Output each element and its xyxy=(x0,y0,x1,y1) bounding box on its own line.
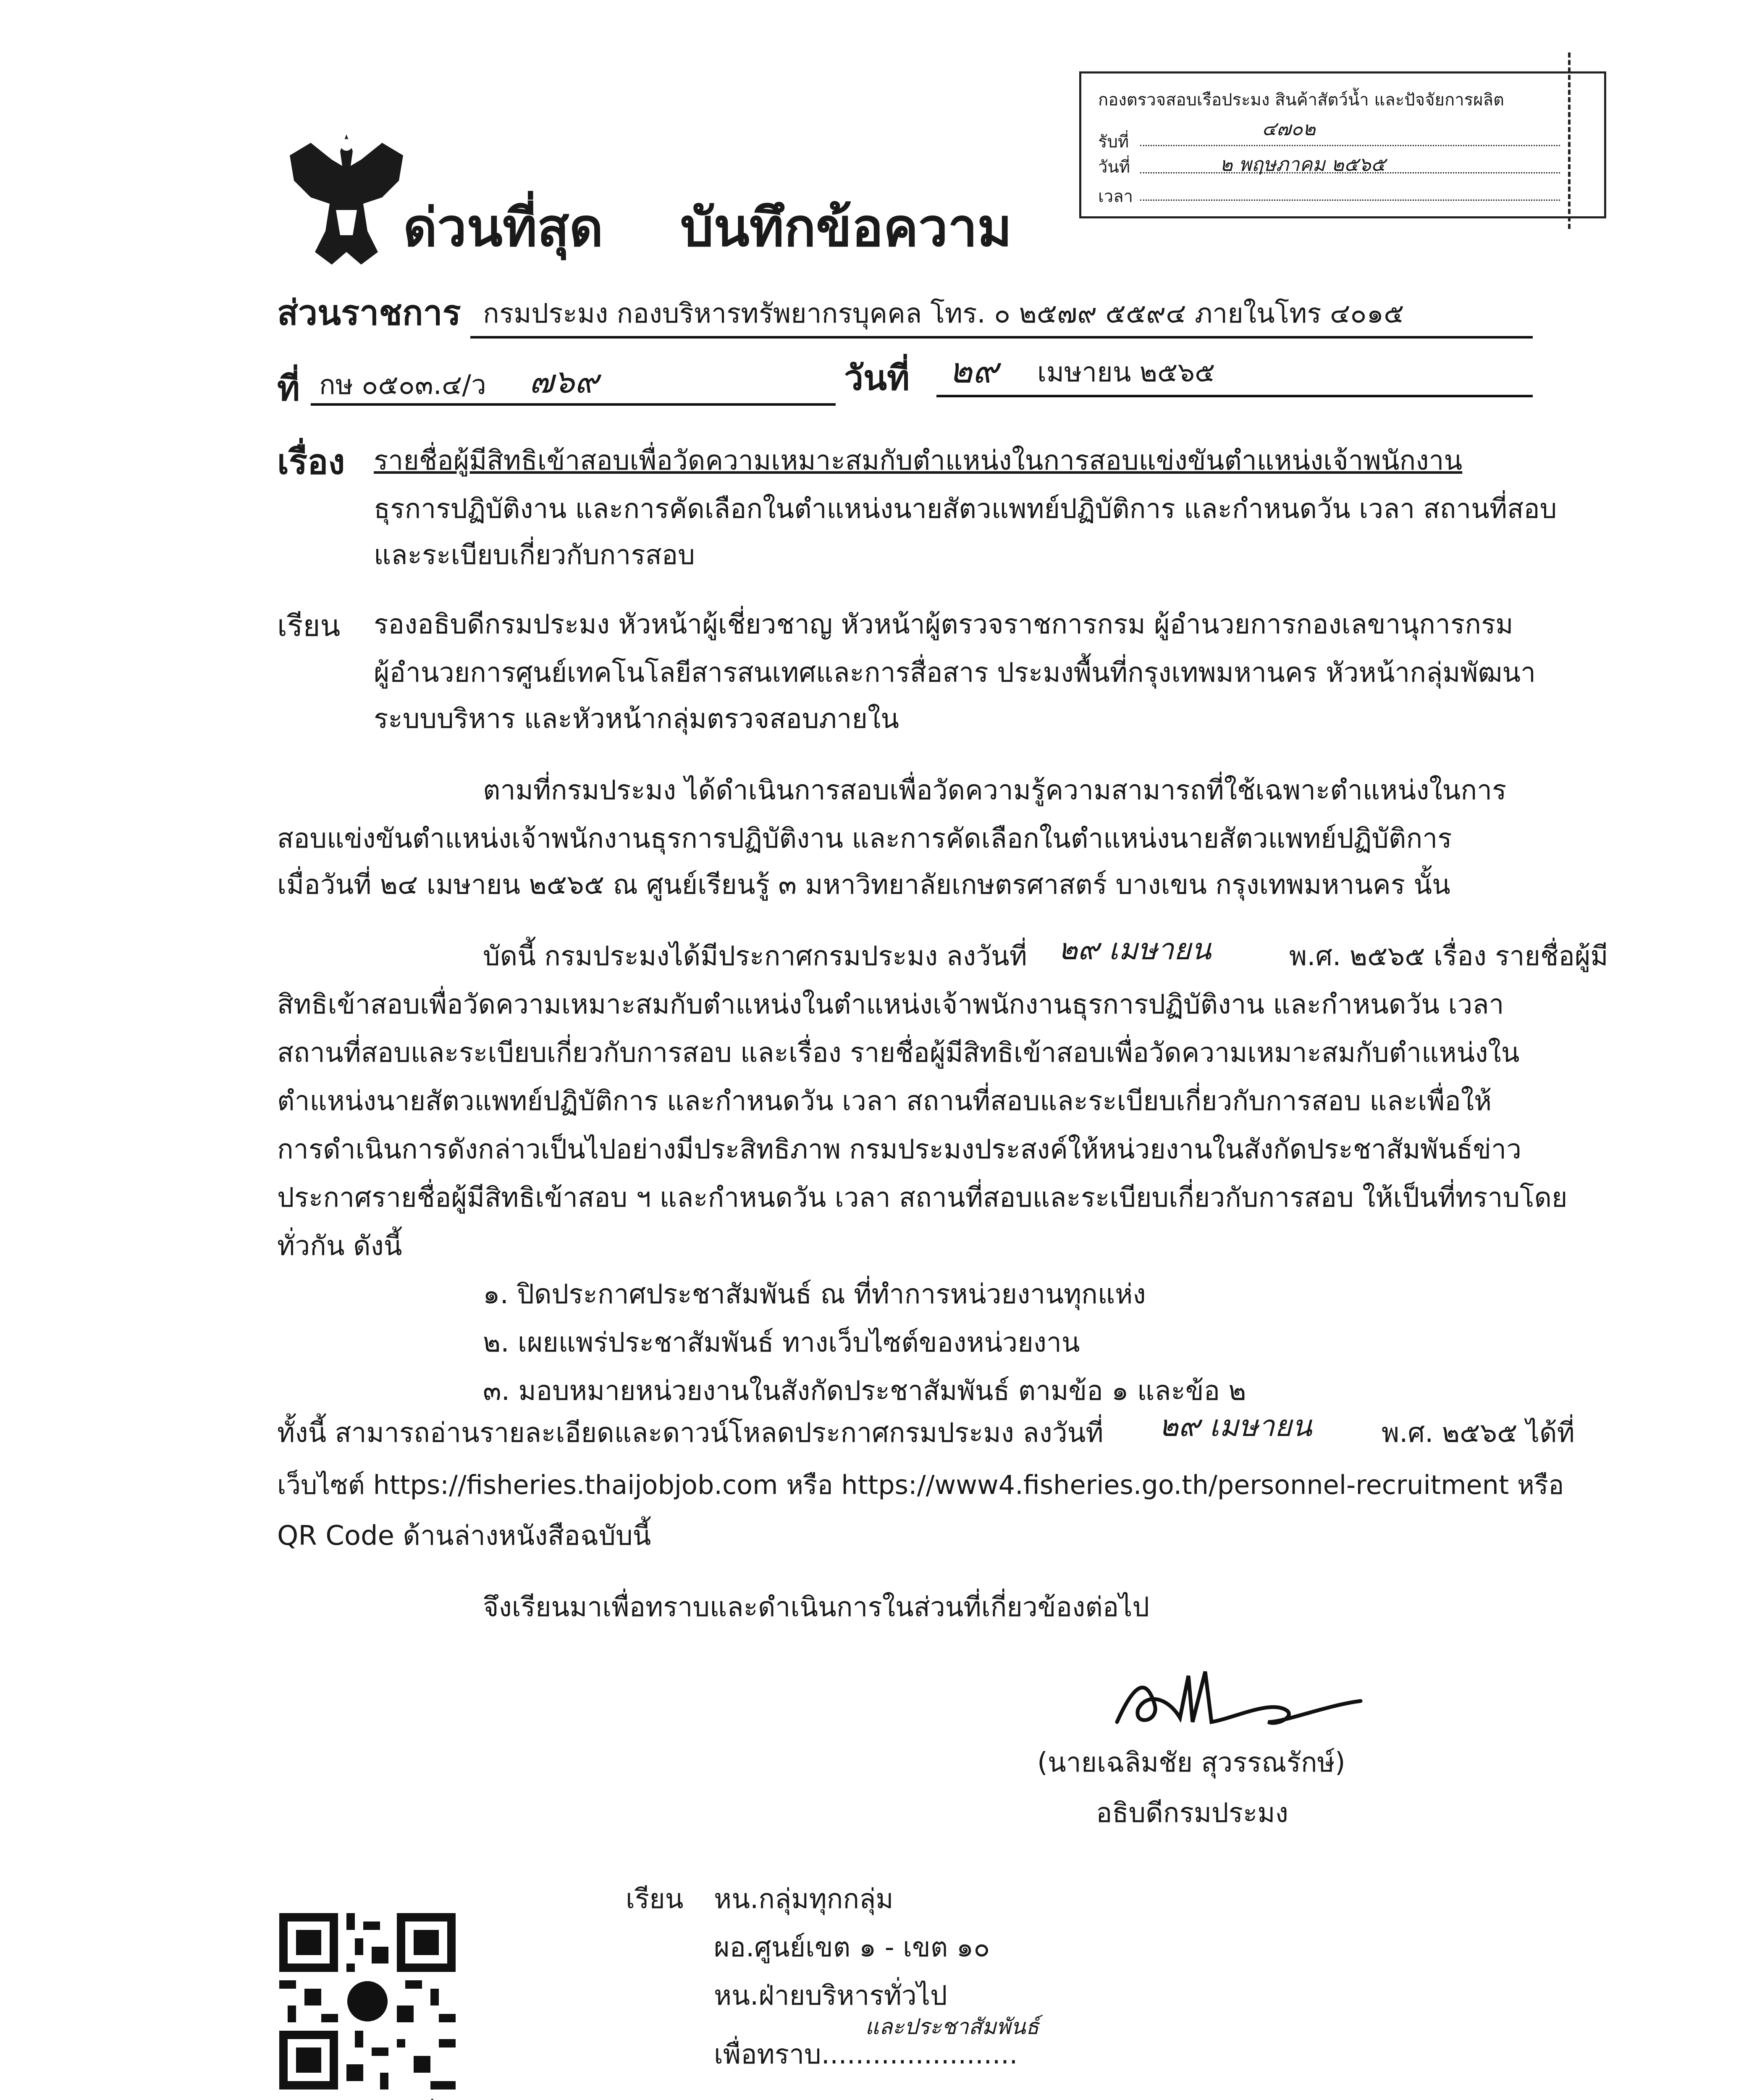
director-general-signature xyxy=(1109,1659,1369,1739)
ref-label: ที่ xyxy=(277,369,300,409)
garuda-emblem-icon xyxy=(277,126,416,269)
para3-intro: ทั้งนี้ สามารถอ่านรายละเอียดและดาวน์โหลดประกาศกรมประมง ลงวันที่ xyxy=(277,1418,1104,1449)
distribution-line: ผอ.ศูนย์เขต ๑ - เขต ๑๐ xyxy=(714,1932,990,1963)
para3-intro-end: พ.ศ. ๒๕๖๕ ได้ที่ xyxy=(1382,1418,1575,1449)
para3-line: เว็บไซต์ https://fisheries.thaijobjob.com หรือ https://www4.fisheries.go.th/personnel-recruitment หรือ xyxy=(277,1470,1564,1500)
stamp-time-label: เวลา xyxy=(1098,187,1133,206)
agency-label: ส่วนราชการ xyxy=(277,293,461,333)
para2-intro: บัดนี้ กรมประมงได้มีประกาศกรมประมง ลงวันที่ xyxy=(483,941,1027,972)
stamp-rule xyxy=(1140,145,1560,146)
distribution-line: หน.ฝ่ายบริหารทั่วไป xyxy=(714,1980,947,2011)
para3-handwritten-date: ๒๙ เมษายน xyxy=(1159,1409,1312,1443)
para1-line: เมื่อวันที่ ๒๔ เมษายน ๒๕๖๕ ณ ศูนย์เรียนรู้ ๓ มหาวิทยาลัยเกษตรศาสตร์ บางเขน กรุงเทพมหานคร นั้น xyxy=(277,869,1450,900)
to-line-2: ผู้อำนวยการศูนย์เทคโนโลยีสารสนเทศและการสื่อสาร ประมงพื้นที่กรุงเทพมหานคร หัวหน้ากลุ่มพัฒนา xyxy=(374,657,1536,688)
para1-line: ตามที่กรมประมง ได้ดำเนินการสอบเพื่อวัดความรู้ความสามารถที่ใช้เฉพาะตำแหน่งในการ xyxy=(483,775,1507,806)
closing-line: จึงเรียนมาเพื่อทราบและดำเนินการในส่วนที่เกี่ยวข้องต่อไป xyxy=(483,1592,1150,1623)
list-item: ๓. มอบหมายหน่วยงานในสังกัดประชาสัมพันธ์ ตามข้อ ๑ และข้อ ๒ xyxy=(483,1376,1246,1407)
stamp-date-label: วันที่ xyxy=(1098,158,1130,177)
subject-line-3: และระเบียบเกี่ยวกับการสอบ xyxy=(374,540,695,571)
stamp-department: กองตรวจสอบเรือประมง สินค้าสัตว์น้ำ และปัจจัยการผลิต xyxy=(1098,90,1505,110)
para2-line: สถานที่สอบและระเบียบเกี่ยวกับการสอบ และเรื่อง รายชื่อผู้มีสิทธิเข้าสอบเพื่อวัดความเหมาะสมกับตำแหน่งใน xyxy=(277,1037,1520,1068)
list-item: ๑. ปิดประกาศประชาสัมพันธ์ ณ ที่ทำการหน่วยงานทุกแห่ง xyxy=(483,1279,1146,1310)
agency-value: กรมประมง กองบริหารทรัพยากรบุคคล โทร. ๐ ๒๕๗๙ ๕๕๙๔ ภายในโทร ๔๐๑๕ xyxy=(483,298,1404,329)
para2-line: ประกาศรายชื่อผู้มีสิทธิเข้าสอบ ฯ และกำหนดวัน เวลา สถานที่สอบและระเบียบเกี่ยวกับการสอบ ให้เป็นที่ทราบโดย xyxy=(277,1182,1568,1213)
para2-line: ทั่วกัน ดังนี้ xyxy=(277,1231,402,1262)
to-line-3: ระบบบริหาร และหัวหน้ากลุ่มตรวจสอบภายใน xyxy=(374,704,899,735)
subject-line-2: ธุรการปฏิบัติงาน และการคัดเลือกในตำแหน่งนายสัตวแพทย์ปฏิบัติการ และกำหนดวัน เวลา สถานที่สอบ xyxy=(374,494,1557,525)
agency-underline xyxy=(470,336,1533,339)
subject-line-1: รายชื่อผู้มีสิทธิเข้าสอบเพื่อวัดความเหมาะสมกับตำแหน่งในการสอบแข่งขันตำแหน่งเจ้าพนักงาน xyxy=(374,445,1463,476)
para3-line: QR Code ด้านล่างหนังสือฉบับนี้ xyxy=(277,1520,651,1551)
list-item: ๒. เผยแพร่ประชาสัมพันธ์ ทางเว็บไซต์ของหน่วยงาน xyxy=(483,1327,1080,1358)
receiving-stamp xyxy=(1079,71,1606,218)
qr-code[interactable] xyxy=(279,1913,456,2090)
date-handwritten-day: ๒๙ xyxy=(949,350,998,391)
stamp-rule xyxy=(1140,172,1560,173)
distribution-purpose: เพื่อทราบ....................... xyxy=(714,2039,1018,2070)
date-label: วันที่ xyxy=(844,358,910,398)
date-value: เมษายน ๒๕๖๕ xyxy=(1037,357,1215,388)
para2-line: ตำแหน่งนายสัตวแพทย์ปฏิบัติการ และกำหนดวัน เวลา สถานที่สอบและระเบียบเกี่ยวกับการสอบ และเพื่อให้ xyxy=(277,1086,1492,1117)
date-underline xyxy=(936,395,1533,397)
signer1-name: (นายเฉลิมชัย สุวรรณรักษ์) xyxy=(1037,1747,1345,1778)
para2-intro-end: พ.ศ. ๒๕๖๕ เรื่อง รายชื่อผู้มี xyxy=(1289,941,1608,972)
to-line-1: รองอธิบดีกรมประมง หัวหน้าผู้เชี่ยวชาญ หัวหน้าผู้ตรวจราชการกรม ผู้อำนวยการกองเลขานุการกรม xyxy=(374,609,1513,640)
ref-value: กษ ๐๕๐๓.๔/ว xyxy=(319,370,486,401)
stamp-rule xyxy=(1140,200,1560,201)
signer1-title: อธิบดีกรมประมง xyxy=(1096,1798,1288,1829)
stamp-dashed-edge xyxy=(1568,52,1629,229)
para1-line: สอบแข่งขันตำแหน่งเจ้าพนักงานธุรการปฏิบัติงาน และการคัดเลือกในตำแหน่งนายสัตวแพทย์ปฏิบัติการ xyxy=(277,823,1452,854)
distribution-line: หน.กลุ่มทุกกลุ่ม xyxy=(714,1884,894,1915)
para2-line: การดำเนินการดังกล่าวเป็นไปอย่างมีประสิทธิภาพ กรมประมงประสงค์ให้หน่วยงานในสังกัดประชาสัมพันธ์ข่าว xyxy=(277,1134,1521,1165)
stamp-number: ๔๗๐๒ xyxy=(1262,117,1316,140)
memo-title: บันทึกข้อความ xyxy=(680,197,1012,258)
to-label: เรียน xyxy=(277,609,341,643)
para2-line: สิทธิเข้าสอบเพื่อวัดความเหมาะสมกับตำแหน่งในตำแหน่งเจ้าพนักงานธุรการปฏิบัติงาน และกำหนดวัน เวลา xyxy=(277,989,1504,1020)
para2-handwritten-date: ๒๙ เมษายน xyxy=(1058,932,1211,966)
urgency-label: ด่วนที่สุด xyxy=(403,197,603,258)
stamp-received-label: รับที่ xyxy=(1098,132,1129,152)
distribution-label: เรียน xyxy=(626,1884,684,1915)
distribution-handwritten-note: และประชาสัมพันธ์ xyxy=(865,2014,1039,2040)
ref-handwritten-number: ๗๖๙ xyxy=(529,363,599,401)
stamp-date-value: ๒ พฤษภาคม ๒๕๖๕ xyxy=(1220,153,1386,176)
ref-underline xyxy=(311,403,836,406)
subject-label: เรื่อง xyxy=(277,442,345,482)
